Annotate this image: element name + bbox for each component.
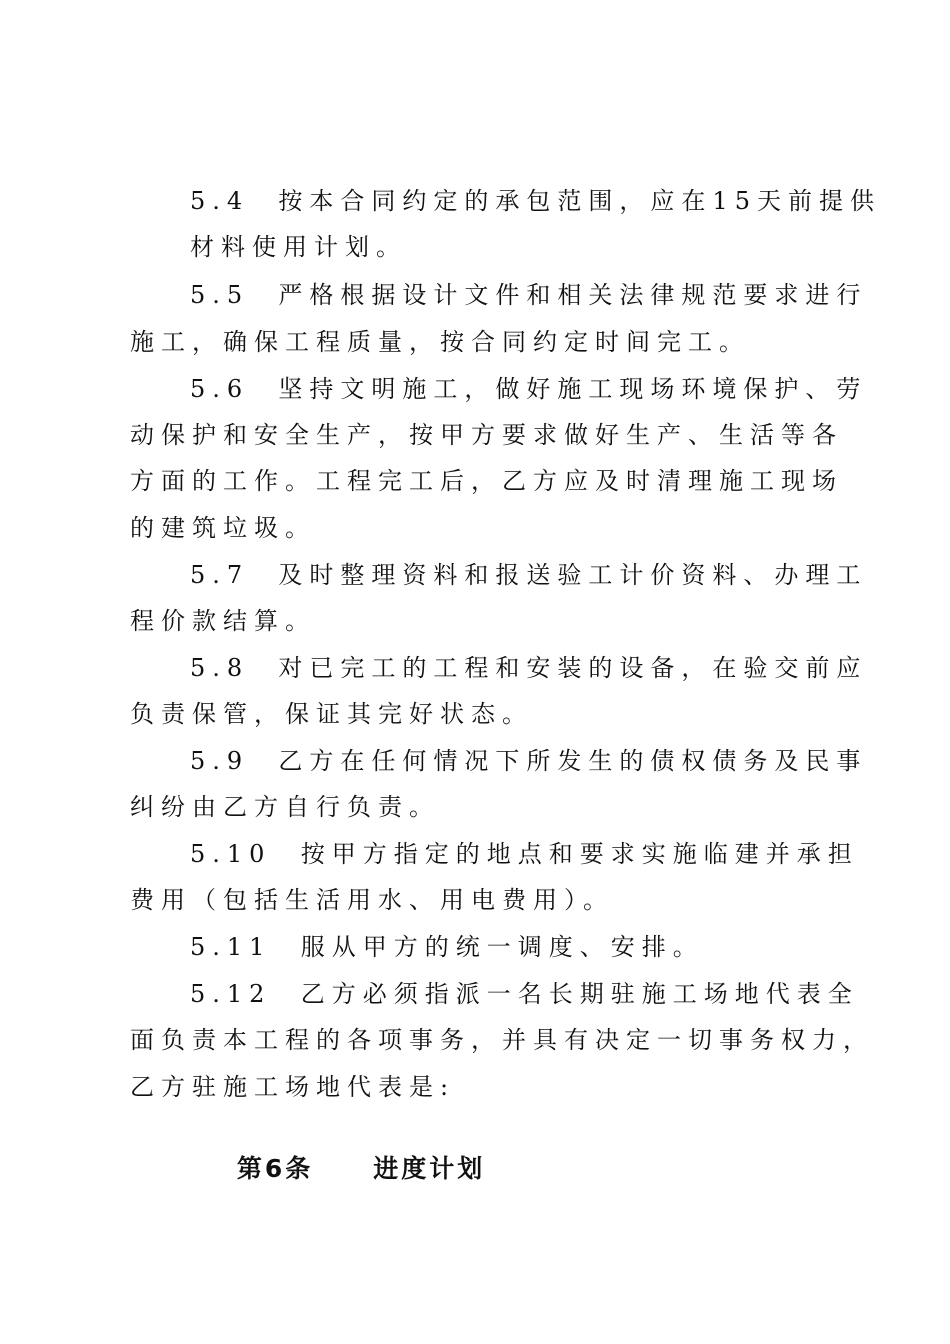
clause-5-10-line-1: 5.10 按甲方指定的地点和要求实施临建并承担	[190, 840, 859, 868]
clause-5-8-line-1: 5.8 对已完工的工程和安装的设备，在验交前应	[190, 654, 868, 682]
clause-5-12-line-3: 乙方驻施工场地代表是:	[130, 1073, 456, 1101]
clause-5-12-line-2: 面负责本工程的各项事务，并具有决定一切事务权力，	[130, 1026, 874, 1054]
clause-5-4-line-1: 5.4 按本合同约定的承包范围，应在15天前提供	[190, 187, 881, 215]
section-heading	[190, 1118, 485, 1220]
clause-5-8-line-2: 负责保管，保证其完好状态。	[130, 700, 533, 728]
clause-5-12-line-1: 5.12 乙方必须指派一名长期驻施工场地代表全	[190, 980, 859, 1008]
clause-5-6-line-3: 方面的工作。工程完工后，乙方应及时清理施工现场	[130, 467, 843, 495]
clause-5-7-line-1: 5.7 及时整理资料和报送验工计价资料、办理工	[190, 561, 868, 589]
clause-5-6-line-4: 的建筑垃圾。	[130, 514, 316, 542]
clause-5-4-line-2: 材料使用计划。	[190, 233, 407, 261]
clause-5-10-line-2: 费用（包括生活用水、用电费用）。	[130, 886, 614, 914]
clause-5-9-line-2: 纠纷由乙方自行负责。	[130, 793, 440, 821]
clause-5-5-line-1: 5.5 严格根据设计文件和相关法律规范要求进行	[190, 281, 868, 309]
clause-5-6-line-2: 动保护和安全生产，按甲方要求做好生产、生活等各	[130, 421, 843, 449]
clause-5-9-line-1: 5.9 乙方在任何情况下所发生的债权债务及民事	[190, 747, 868, 775]
clause-5-6-line-1: 5.6 坚持文明施工，做好施工现场环境保护、劳	[190, 375, 868, 403]
clause-5-11-line-1: 5.11 服从甲方的统一调度、安排。	[190, 933, 704, 961]
clause-5-5-line-2: 施工，确保工程质量，按合同约定时间完工。	[130, 328, 750, 356]
section-title: 进度计划	[373, 1154, 486, 1183]
clause-5-7-line-2: 程价款结算。	[130, 607, 316, 635]
section-number: 第6条	[236, 1154, 314, 1183]
